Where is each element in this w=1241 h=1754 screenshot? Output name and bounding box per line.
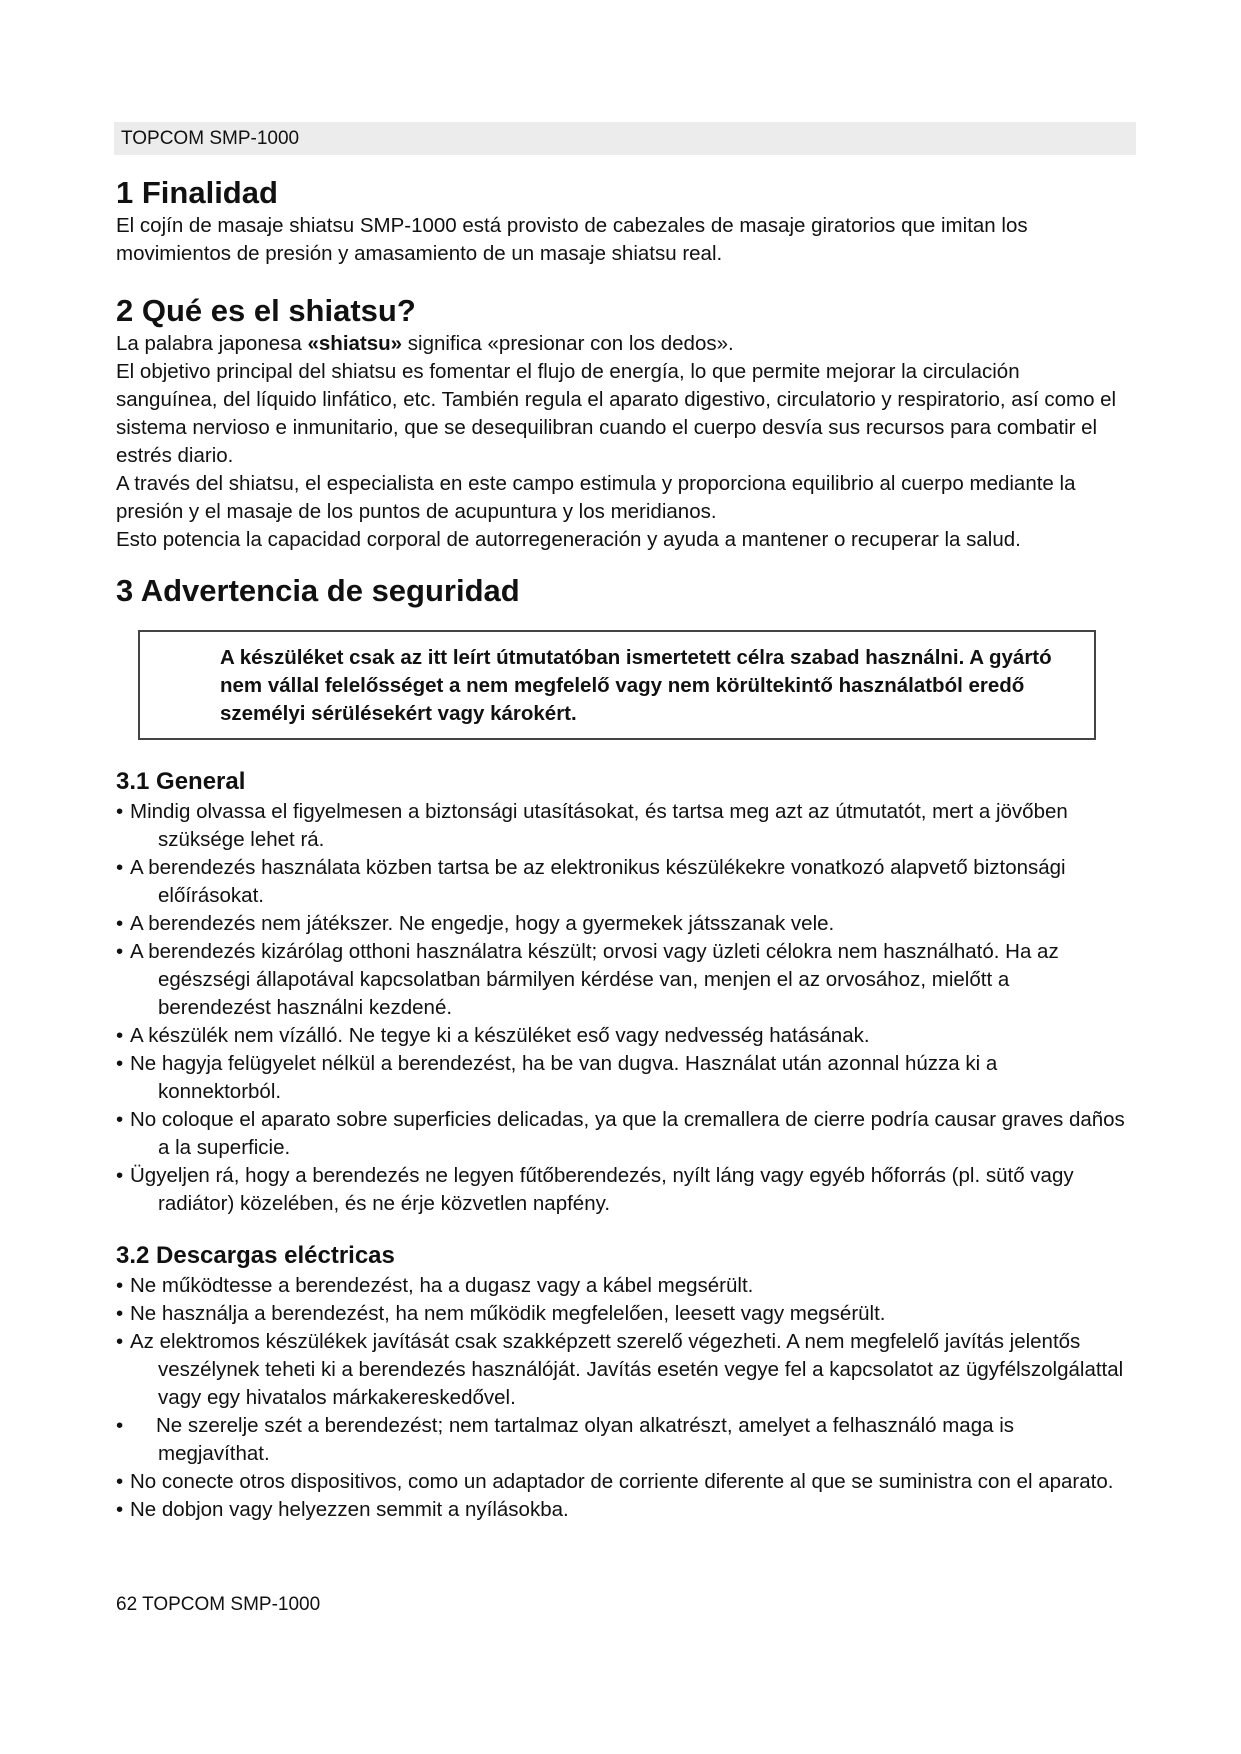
subsection-general-heading: 3.1 General [116,768,246,795]
section-2-para-1: El objetivo principal del shiatsu es fomentar el flujo de energía, lo que permite mejorar la circulación sanguínea, del líquido linfático, etc. También regula el aparato digestivo, circulatorio y respiratorio, así como el sistema nervioso e inmunitario, que se desequilibran cuando el cuerpo desvía sus recursos para combatir el estrés diario. [116,360,1117,467]
list-item: • Ne dobjon vagy helyezzen semmit a nyílásokba. [116,1498,569,1521]
list-item: • No conecte otros dispositivos, como un adaptador de corriente diferente al que se suministra con el aparato. [116,1470,1114,1493]
page-header [114,122,1136,155]
electric-list [116,1272,1126,1524]
warning-box [138,630,1096,740]
section-2-para-2: A través del shiatsu, el especialista en este campo estimula y proporciona equilibrio al cuerpo mediante la presión y el masaje de los puntos de acupuntura y los meridianos. [116,472,1076,523]
page-content [116,174,1126,1524]
section-safety [116,572,1126,1524]
section-shiatsu [116,292,1126,554]
section-2-heading: 2 Qué es el shiatsu? [116,293,416,328]
list-item: • Ne használja a berendezést, ha nem működik megfelelően, leesett vagy megsérült. [116,1302,886,1325]
list-item: • A berendezés nem játékszer. Ne engedje, hogy a gyermekek játsszanak vele. [116,912,835,935]
warning-text: A készüléket csak az itt leírt útmutatóban ismertetett célra szabad használni. A gyártó nem vállal felelősséget a nem megfelelő vagy nem körültekintő használatból eredő személyi sérülésekért vagy károkért. [220,646,1052,725]
section-3-heading: 3 Advertencia de seguridad [116,573,520,608]
section-finalidad [116,174,1126,268]
section-2-para-3: Esto potencia la capacidad corporal de autorregeneración y ayuda a mantener o recuperar la salud. [116,528,1021,551]
intro-bold-term: «shiatsu» [307,332,403,355]
list-item: • A készülék nem vízálló. Ne tegye ki a készüléket eső vagy nedvesség hatásának. [116,1024,870,1047]
subsection-electric [116,1240,1126,1524]
section-2-intro [116,330,1126,358]
list-item: • Az elektromos készülékek javítását csak szakképzett szerelő végezheti. A nem megfelelő javítás jelentős veszélynek teheti ki a berendezés használóját. Javítás esetén vegye fel a kapcsolatot az ügyfélszolgálattal vagy egy hivatalos márkakereskedővel. [116,1330,1124,1409]
list-item: • Ne szerelje szét a berendezést; nem tartalmaz olyan alkatrészt, amelyet a felhasználó maga is megjavíthat. [116,1414,1014,1465]
subsection-electric-heading: 3.2 Descargas eléctricas [116,1242,395,1269]
list-item: • Ne működtesse a berendezést, ha a dugasz vagy a kábel megsérült. [116,1274,754,1297]
list-item: • Ne hagyja felügyelet nélkül a berendezést, ha be van dugva. Használat után azonnal húzza ki a konnektorból. [116,1052,998,1103]
section-1-body: El cojín de masaje shiatsu SMP-1000 está provisto de cabezales de masaje giratorios que imitan los movimientos de presión y amasamiento de un masaje shiatsu real. [116,214,1028,265]
list-item: • Ügyeljen rá, hogy a berendezés ne legyen fűtőberendezés, nyílt láng vagy egyéb hőforrás (pl. sütő vagy radiátor) közelében, és ne érje közvetlen napfény. [116,1164,1074,1215]
intro-after: significa «presionar con los dedos». [402,332,734,355]
general-list [116,798,1126,1218]
list-item: • No coloque el aparato sobre superficies delicadas, ya que la cremallera de cierre podría causar graves daños a la superficie. [116,1108,1125,1159]
list-item: • A berendezés használata közben tartsa be az elektronikus készülékekre vonatkozó alapvető biztonsági előírásokat. [116,856,1066,907]
header-title: TOPCOM SMP-1000 [121,128,300,149]
section-1-heading: 1 Finalidad [116,175,278,210]
list-item: • A berendezés kizárólag otthoni használatra készült; orvosi vagy üzleti célokra nem használható. Ha az egészségi állapotával kapcsolatban bármilyen kérdése van, menjen el az orvosához, mielőtt a berendezést használni kezdené. [116,940,1059,1019]
intro-before: La palabra japonesa [116,332,308,355]
list-item: • Mindig olvassa el figyelmesen a biztonsági utasításokat, és tartsa meg azt az útmutatót, mert a jövőben szüksége lehet rá. [116,800,1068,851]
subsection-general [116,766,1126,1218]
page-footer: 62 TOPCOM SMP-1000 [116,1594,321,1615]
